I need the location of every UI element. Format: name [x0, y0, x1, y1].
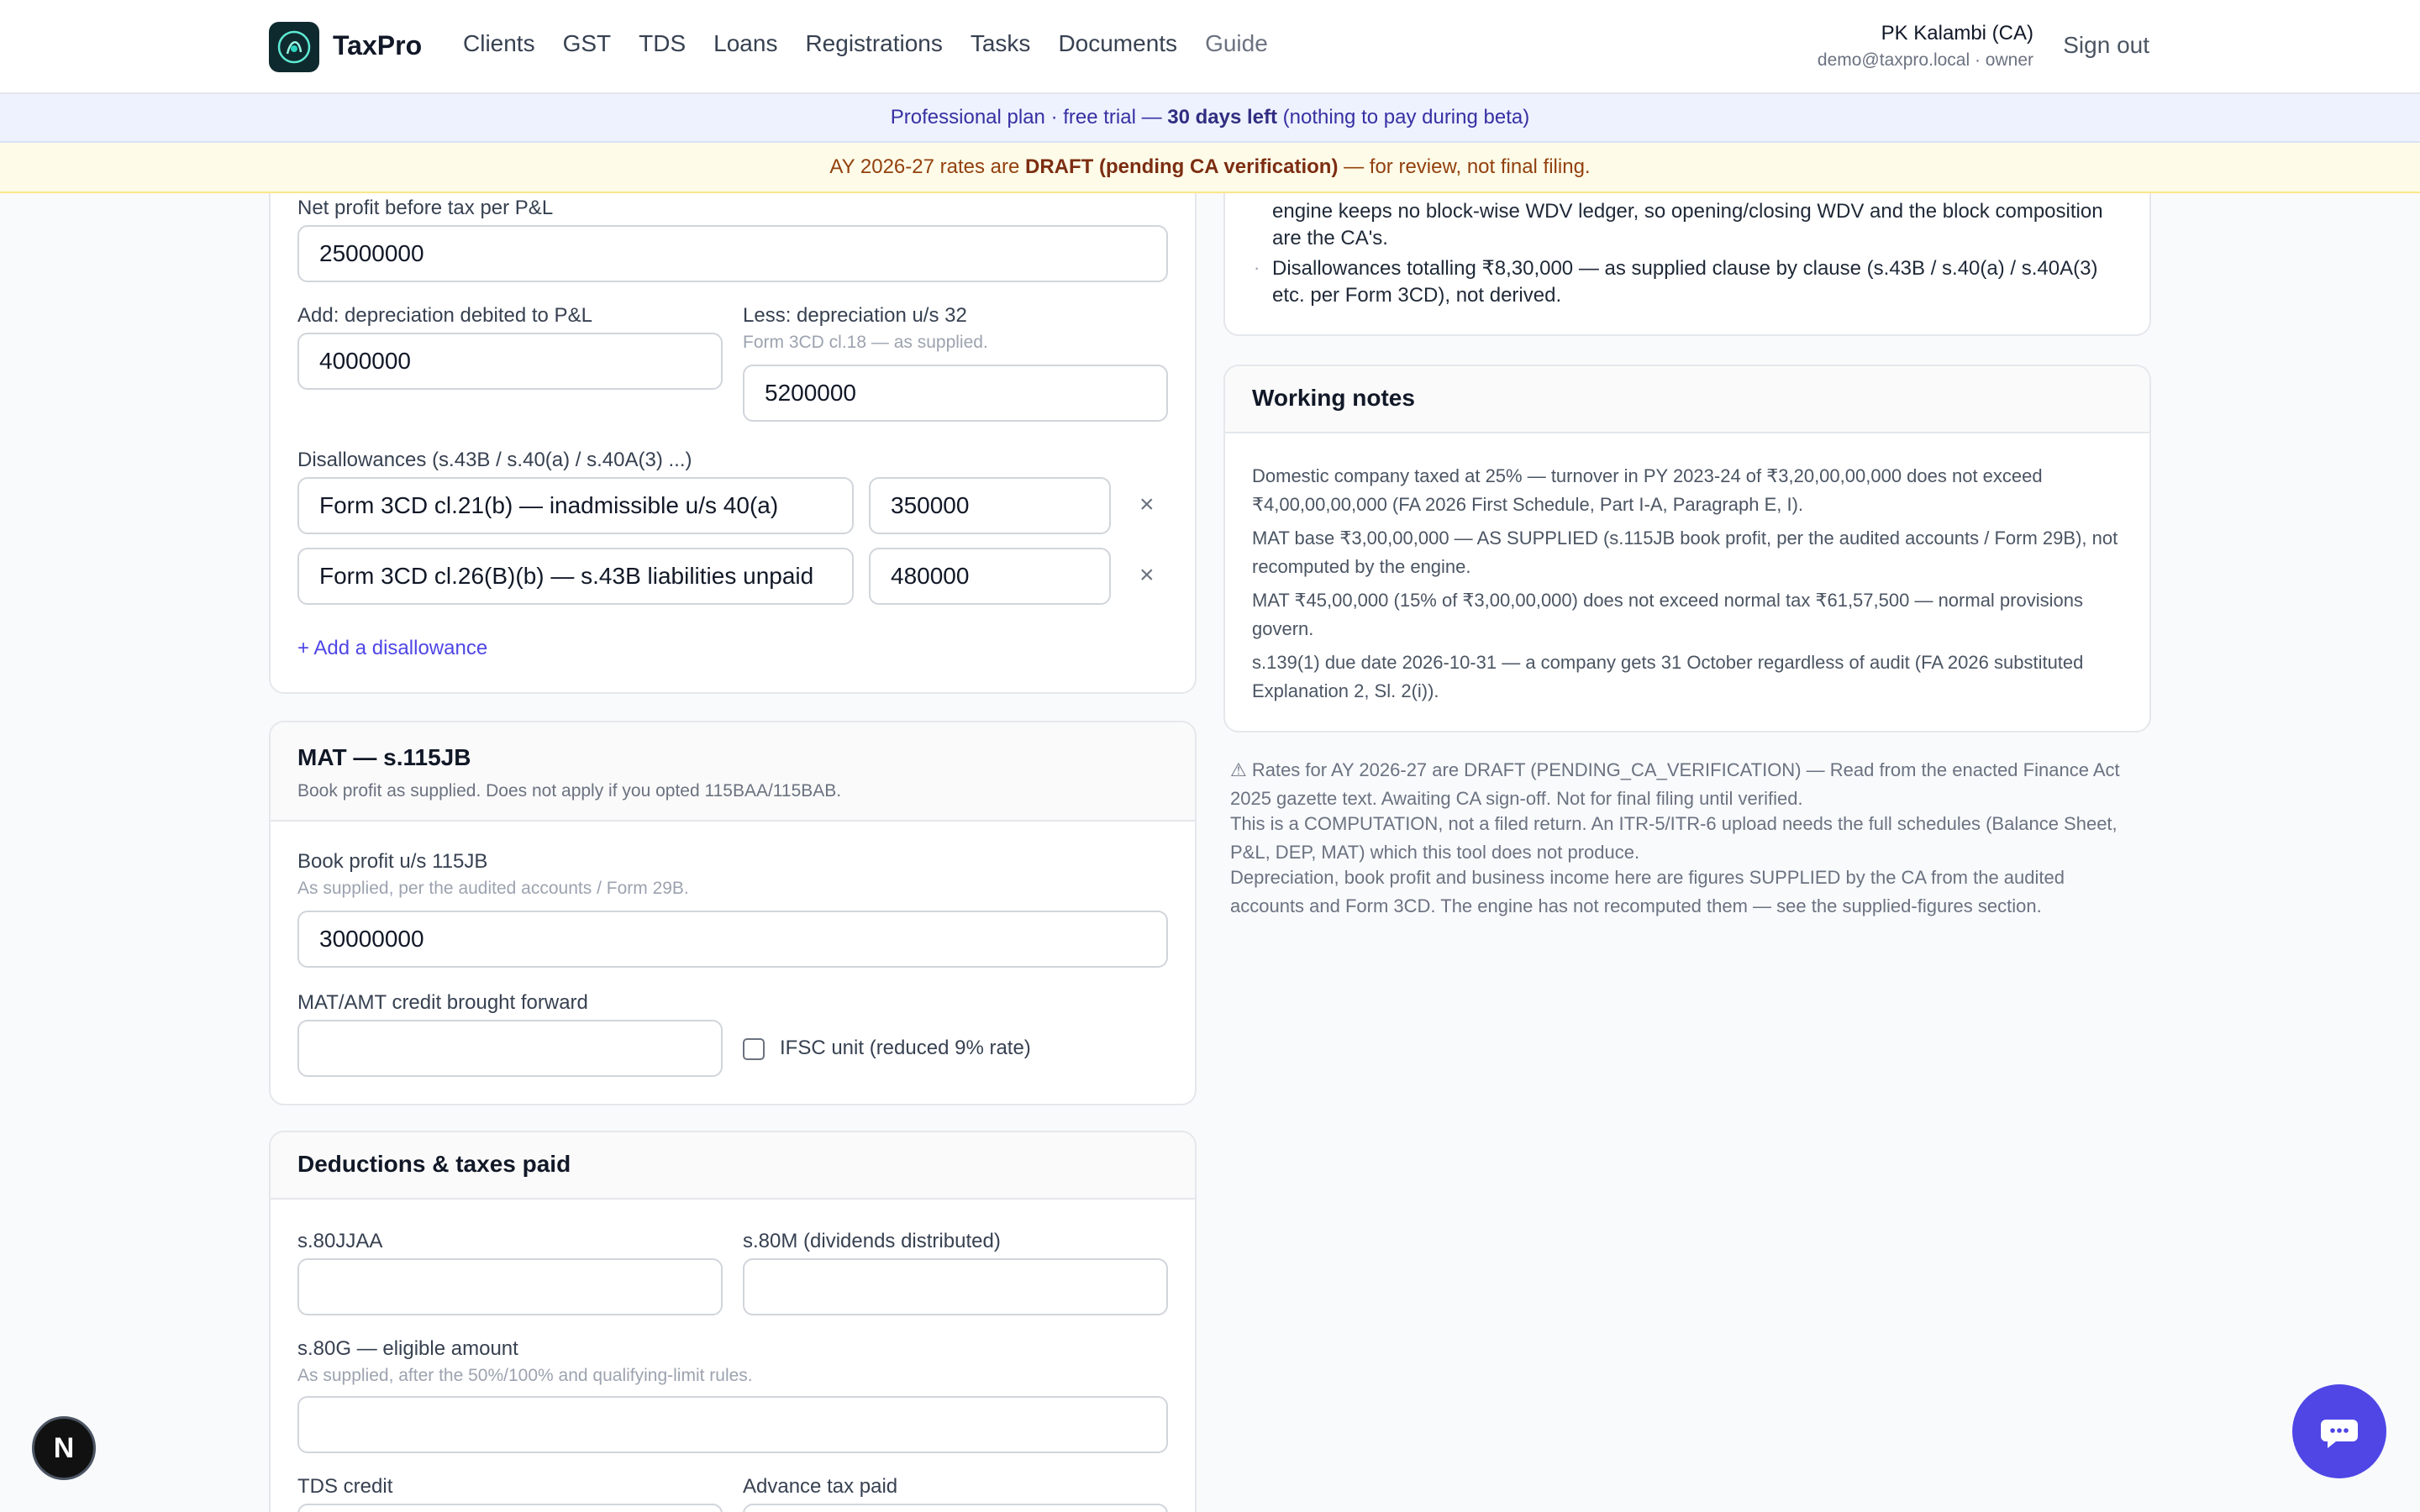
s80g-label: s.80G — eligible amount [297, 1337, 518, 1360]
working-notes-header [1225, 366, 2149, 433]
mat-card-subtitle: Book profit as supplied. Does not apply if you opted 115BAA/115BAB. [297, 781, 842, 801]
advance-tax-input[interactable] [743, 1504, 1168, 1512]
disallowance-desc-input[interactable]: Form 3CD cl.21(b) — inadmissible u/s 40(a) [297, 477, 854, 534]
chat-bubble-icon [2317, 1410, 2361, 1453]
bullet-marker: · [1254, 257, 1260, 278]
mat-credit-label: MAT/AMT credit brought forward [297, 991, 588, 1014]
tds-credit-input[interactable] [297, 1504, 723, 1512]
draft-suffix: — for review, not final filing. [1344, 155, 1591, 178]
mat-card [269, 721, 1197, 1105]
net-profit-input[interactable]: 25000000 [297, 225, 1168, 282]
less-depreciation-label: Less: depreciation u/s 32 [743, 304, 967, 327]
advance-tax-label: Advance tax paid [743, 1475, 898, 1498]
disallowance-amount-input[interactable]: 480000 [869, 548, 1111, 605]
plan-days-left: 30 days left [1167, 106, 1277, 129]
chat-button[interactable] [2292, 1384, 2386, 1478]
mat-credit-input[interactable] [297, 1020, 723, 1077]
s80jjaa-label: s.80JJAA [297, 1230, 383, 1252]
mat-card-title: MAT — s.115JB [297, 744, 471, 770]
brand-name[interactable]: TaxPro [333, 30, 423, 60]
computation-disclaimer: This is a COMPUTATION, not a filed return. An ITR-5/ITR-6 upload needs the full schedules (Balance Sheet, P&L, DEP, MAT) which this tool does not produce. [1230, 813, 2118, 863]
remove-disallowance-icon[interactable]: × [1139, 491, 1155, 518]
deductions-card [269, 1131, 1197, 1512]
book-profit-hint: As supplied, per the audited accounts / Form 29B. [297, 879, 689, 898]
sign-out-button[interactable]: Sign out [2063, 32, 2149, 58]
working-note: MAT ₹45,00,000 (15% of ₹3,00,00,000) does not exceed normal tax ₹61,57,500 — normal provisions govern. [1252, 590, 2083, 639]
plan-prefix: Professional plan · free trial — [890, 106, 1162, 129]
disallowance-desc-input[interactable]: Form 3CD cl.26(B)(b) — s.43B liabilities unpaid [297, 548, 854, 605]
ifsc-unit-checkbox[interactable] [743, 1038, 765, 1060]
ifsc-unit-label: IFSC unit (reduced 9% rate) [780, 1037, 1031, 1059]
plan-banner [0, 94, 2420, 143]
page-content [0, 193, 2420, 1512]
s80g-input[interactable] [297, 1396, 1168, 1453]
working-note: Domestic company taxed at 25% — turnover in PY 2023-24 of ₹3,20,00,00,000 does not exceed ₹4,00,00,00,000 (FA 2026 First Schedule, Part I-A, Paragraph E, I). [1252, 465, 2043, 515]
plan-suffix: (nothing to pay during beta) [1282, 106, 1530, 129]
less-depreciation-input[interactable]: 5200000 [743, 365, 1168, 422]
nav-guide[interactable]: Guide [1205, 30, 1268, 56]
business-income-card [269, 193, 1197, 694]
working-note: s.139(1) due date 2026-10-31 — a company gets 31 October regardless of audit (FA 2026 substituted Explanation 2, Sl. 2(i)). [1252, 652, 2084, 701]
deductions-card-title: Deductions & taxes paid [297, 1151, 571, 1177]
nav-tds[interactable]: TDS [639, 30, 687, 56]
supplied-bullet: engine keeps no block-wise WDV ledger, so opening/closing WDV and the block composition are the CA's. [1272, 200, 2103, 249]
supplied-figures-card [1223, 193, 2151, 336]
draft-prefix: AY 2026-27 rates are [829, 155, 1020, 178]
book-profit-label: Book profit u/s 115JB [297, 850, 488, 873]
user-email: demo@taxpro.local · owner [1817, 50, 2033, 70]
disallowances-label: Disallowances (s.43B / s.40(a) / s.40A(3) ...) [297, 449, 692, 471]
nav-registrations[interactable]: Registrations [805, 30, 943, 56]
supplied-figures-disclaimer: Depreciation, book profit and business income here are figures SUPPLIED by the CA from the audited accounts and Form 3CD. The engine has not recomputed them — see the supplied-figures section. [1230, 867, 2065, 916]
book-profit-input[interactable]: 30000000 [297, 911, 1168, 968]
s80g-hint: As supplied, after the 50%/100% and qualifying-limit rules. [297, 1366, 753, 1385]
nav-tasks[interactable]: Tasks [970, 30, 1031, 56]
nav-clients[interactable]: Clients [463, 30, 535, 56]
nav-gst[interactable]: GST [562, 30, 612, 56]
s80m-input[interactable] [743, 1258, 1168, 1315]
nav-documents[interactable]: Documents [1058, 30, 1178, 56]
add-depreciation-input[interactable]: 4000000 [297, 333, 723, 390]
s80m-label: s.80M (dividends distributed) [743, 1230, 1001, 1252]
taxpro-logo-icon[interactable] [269, 22, 319, 72]
dev-tools-badge[interactable]: N [32, 1416, 96, 1480]
supplied-bullet: Disallowances totalling ₹8,30,000 — as supplied clause by clause (s.43B / s.40(a) / s.40A(3) etc. per Form 3CD), not derived. [1272, 257, 2098, 307]
remove-disallowance-icon[interactable]: × [1139, 561, 1155, 589]
disallowance-amount-input[interactable]: 350000 [869, 477, 1111, 534]
less-depreciation-hint: Form 3CD cl.18 — as supplied. [743, 333, 988, 352]
deductions-card-header [271, 1132, 1195, 1200]
working-note: MAT base ₹3,00,00,000 — AS SUPPLIED (s.115JB book profit, per the audited accounts / Form 29B), not recomputed by the engine. [1252, 528, 2118, 577]
mat-card-header [271, 722, 1195, 822]
draft-rates-banner [0, 143, 2420, 193]
nav-loans[interactable]: Loans [713, 30, 778, 56]
top-navbar [0, 0, 2420, 94]
add-disallowance-link[interactable]: + Add a disallowance [297, 637, 488, 659]
working-notes-card [1223, 365, 2151, 732]
main-nav [463, 30, 1296, 57]
s80jjaa-input[interactable] [297, 1258, 723, 1315]
draft-rates-footnote: ⚠ Rates for AY 2026-27 are DRAFT (PENDING_CA_VERIFICATION) — Read from the enacted Finance Act 2025 gazette text. Awaiting CA sign-off. Not for final filing until verified. [1230, 759, 2120, 809]
working-notes-title: Working notes [1252, 385, 1415, 411]
user-name: PK Kalambi (CA) [1881, 22, 2033, 45]
add-depreciation-label: Add: depreciation debited to P&L [297, 304, 592, 327]
net-profit-label: Net profit before tax per P&L [297, 197, 554, 219]
tds-credit-label: TDS credit [297, 1475, 393, 1498]
draft-emphasis: DRAFT (pending CA verification) [1025, 155, 1339, 178]
